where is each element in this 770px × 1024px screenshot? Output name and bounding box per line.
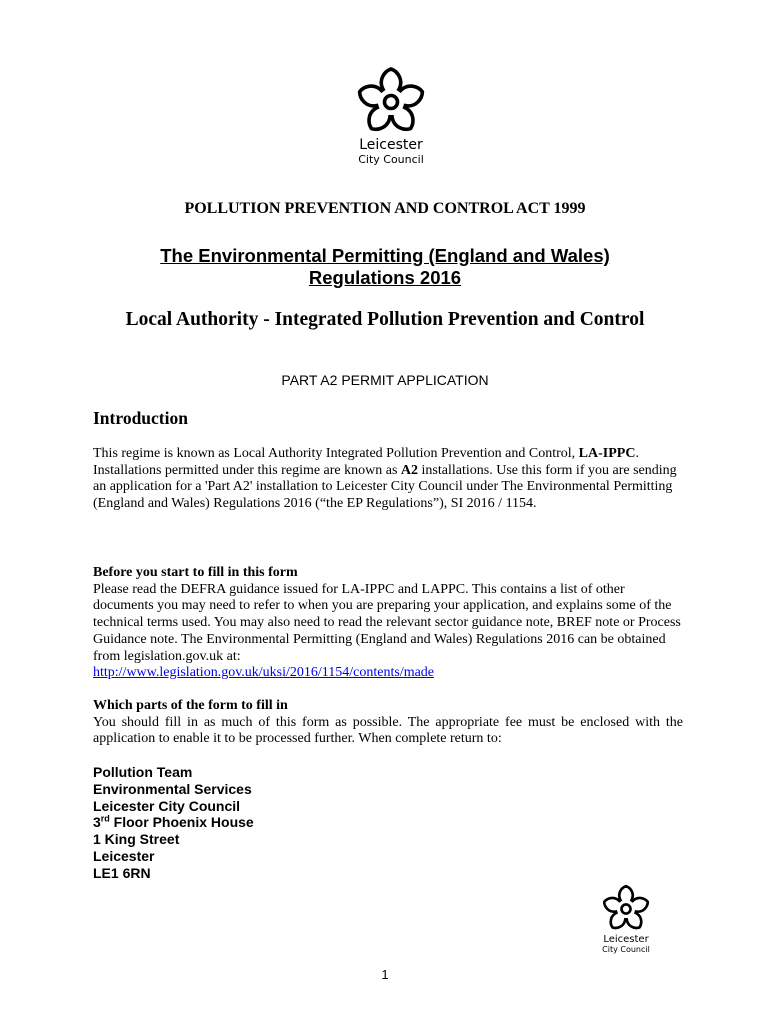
- logo-name: Leicester: [603, 934, 649, 945]
- regulations-title-line2: Regulations 2016: [308, 267, 462, 288]
- logo-name: Leicester: [359, 137, 423, 153]
- regime-subtitle: Local Authority - Integrated Pollution Prevention and Control: [125, 309, 645, 330]
- logo-subtitle: City Council: [358, 153, 424, 166]
- which-text: You should fill in as much of this form as possible. The appropriate fee must be enclosed with the application to enable it to be processed further. When complete return to:: [93, 714, 683, 747]
- address-line: 1 King Street: [93, 831, 180, 848]
- address-line: Pollution Team: [93, 764, 193, 780]
- address-line: Leicester: [93, 847, 155, 864]
- floor-number: 3: [93, 814, 101, 831]
- floor-ordinal: rd: [100, 813, 110, 824]
- before-section: [93, 565, 683, 682]
- intro-text-e: installations. Use this form if you are sending an application for a 'Part A2' installation to Leicester City Council under The Environmental Permitting (England and Wales) Regulations 2016 (“the EP Regulations”), SI 2016 / 1154.: [93, 462, 677, 512]
- regulations-title-line1: The Environmental Permitting (England and Wales): [160, 245, 610, 266]
- regulations-title: [0, 245, 770, 289]
- address-line-floor: [93, 814, 254, 831]
- leicester-cinquefoil-icon: [357, 66, 425, 138]
- address-line: Environmental Services: [93, 780, 252, 797]
- logo-subtitle: City Council: [602, 945, 650, 954]
- council-logo-top: [343, 66, 439, 166]
- address-line: Leicester City Council: [93, 797, 241, 814]
- address-line: LE1 6RN: [93, 864, 151, 881]
- before-text: Please read the DEFRA guidance issued for LA-IPPC and LAPPC. This contains a list of other documents you may need to refer to when you are preparing your application, and explains some of the technical terms used. You may also need to read the relevant sector guidance note, BREF note or Process Guidance note. The Environmental Permitting (England and Wales) Regulations 2016 can be obtained from legislation.gov.uk at:: [93, 581, 681, 664]
- floor-building: Floor Phoenix House: [109, 814, 254, 831]
- form-type: PART A2 PERMIT APPLICATION: [281, 372, 489, 388]
- which-heading: Which parts of the form to fill in: [93, 698, 288, 713]
- page-number: 1: [381, 967, 389, 982]
- before-heading: Before you start to fill in this form: [93, 565, 298, 580]
- which-section: [93, 698, 683, 748]
- intro-paragraph: [93, 446, 683, 513]
- leicester-cinquefoil-icon: [602, 884, 650, 934]
- intro-text-a: This regime is known as Local Authority Integrated Pollution Prevention and Control,: [93, 446, 579, 461]
- legislation-link[interactable]: http://www.legislation.gov.uk/uksi/2016/1154/contents/made: [93, 665, 435, 681]
- return-address: [93, 764, 254, 882]
- intro-text-c: . Installations permitted under this regime are known as: [93, 446, 639, 478]
- intro-heading: Introduction: [93, 408, 188, 428]
- intro-text-laippc: LA-IPPC: [578, 446, 636, 461]
- intro-text-a2: A2: [400, 462, 419, 478]
- act-title: POLLUTION PREVENTION AND CONTROL ACT 1999: [184, 200, 586, 217]
- council-logo-bottom: [588, 884, 664, 954]
